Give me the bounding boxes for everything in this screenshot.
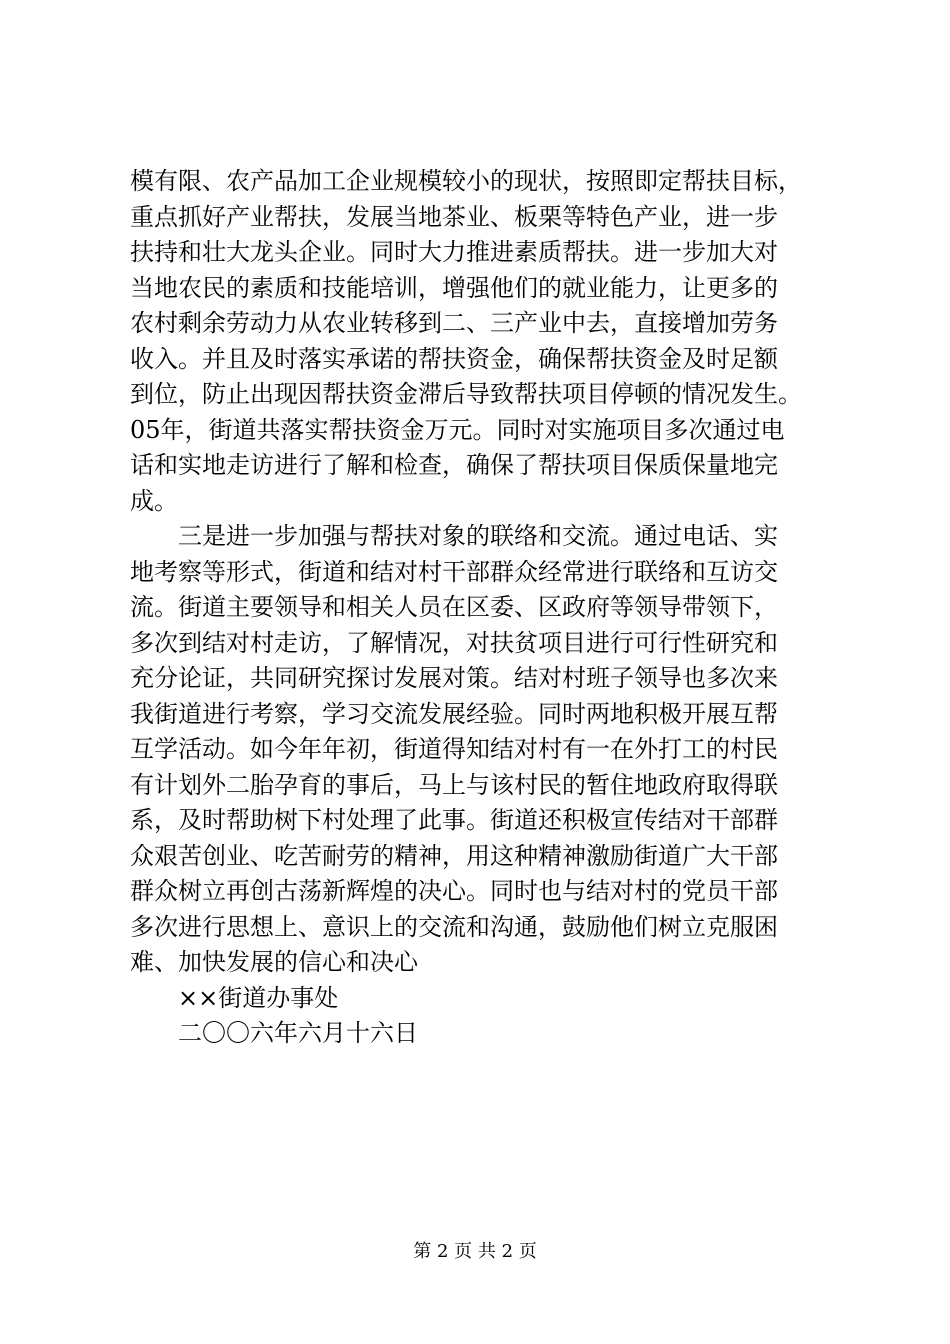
text-line: 多次到结对村走访，了解情况，对扶贫项目进行可行性研究和	[130, 628, 778, 657]
text-line: 充分论证，共同研究探讨发展对策。结对村班子领导也多次来	[130, 664, 778, 692]
paragraph-1	[130, 164, 836, 519]
document-body	[130, 164, 836, 1052]
text-line: 话和实地走访进行了解和检查，确保了帮扶项目保质保量地完	[130, 451, 778, 479]
text-line: 成。	[130, 486, 178, 515]
signature-organization: ××街道办事处	[178, 983, 339, 1012]
text-line: 重点抓好产业帮扶，发展当地茶业、板栗等特色产业，进一步	[130, 202, 778, 231]
page-footer	[0, 1240, 950, 1264]
text-line: 众艰苦创业、吃苦耐劳的精神，用这种精神激励街道广大干部	[130, 841, 778, 870]
text-line: 系，及时帮助树下村处理了此事。街道还积极宣传结对干部群	[130, 806, 778, 834]
text-line: 三是进一步加强与帮扶对象的联络和交流。通过电话、实	[178, 522, 778, 550]
page-number: 第 2 页 共 2 页	[413, 1241, 537, 1262]
text-line: 难、加快发展的信心和决心	[130, 948, 418, 976]
text-line: 互学活动。如今年年初，街道得知结对村有一在外打工的村民	[130, 735, 778, 763]
text-line: 农村剩余劳动力从农业转移到二、三产业中去，直接增加劳务	[130, 309, 778, 337]
text-line: 有计划外二胎孕育的事后，马上与该村民的暂住地政府取得联	[130, 770, 778, 799]
text-line: 当地农民的素质和技能培训，增强他们的就业能力，让更多的	[130, 273, 778, 302]
text-line: 扶持和壮大龙头企业。同时大力推进素质帮扶。进一步加大对	[130, 238, 778, 266]
text-line: 地考察等形式，街道和结对村干部群众经常进行联络和互访交	[130, 557, 778, 586]
text-line: 收入。并且及时落实承诺的帮扶资金，确保帮扶资金及时足额	[130, 344, 778, 373]
text-line: 我街道进行考察，学习交流发展经验。同时两地积极开展互帮	[130, 699, 778, 728]
signature-date: 二〇〇六年六月十六日	[178, 1019, 418, 1047]
text-line: 流。街道主要领导和相关人员在区委、区政府等领导带领下，	[130, 593, 778, 621]
text-line: 多次进行思想上、意识上的交流和沟通，鼓励他们树立克服困	[130, 912, 778, 941]
text-line: 到位，防止出现因帮扶资金滞后导致帮扶项目停顿的情况发生。	[130, 380, 802, 408]
paragraph-2	[130, 519, 836, 981]
text-line: 群众树立再创古荡新辉煌的决心。同时也与结对村的党员干部	[130, 877, 778, 905]
text-line: 模有限、农产品加工企业规模较小的现状，按照即定帮扶目标，	[130, 167, 802, 195]
text-line: 05年，街道共落实帮扶资金万元。同时对实施项目多次通过电	[130, 415, 785, 444]
